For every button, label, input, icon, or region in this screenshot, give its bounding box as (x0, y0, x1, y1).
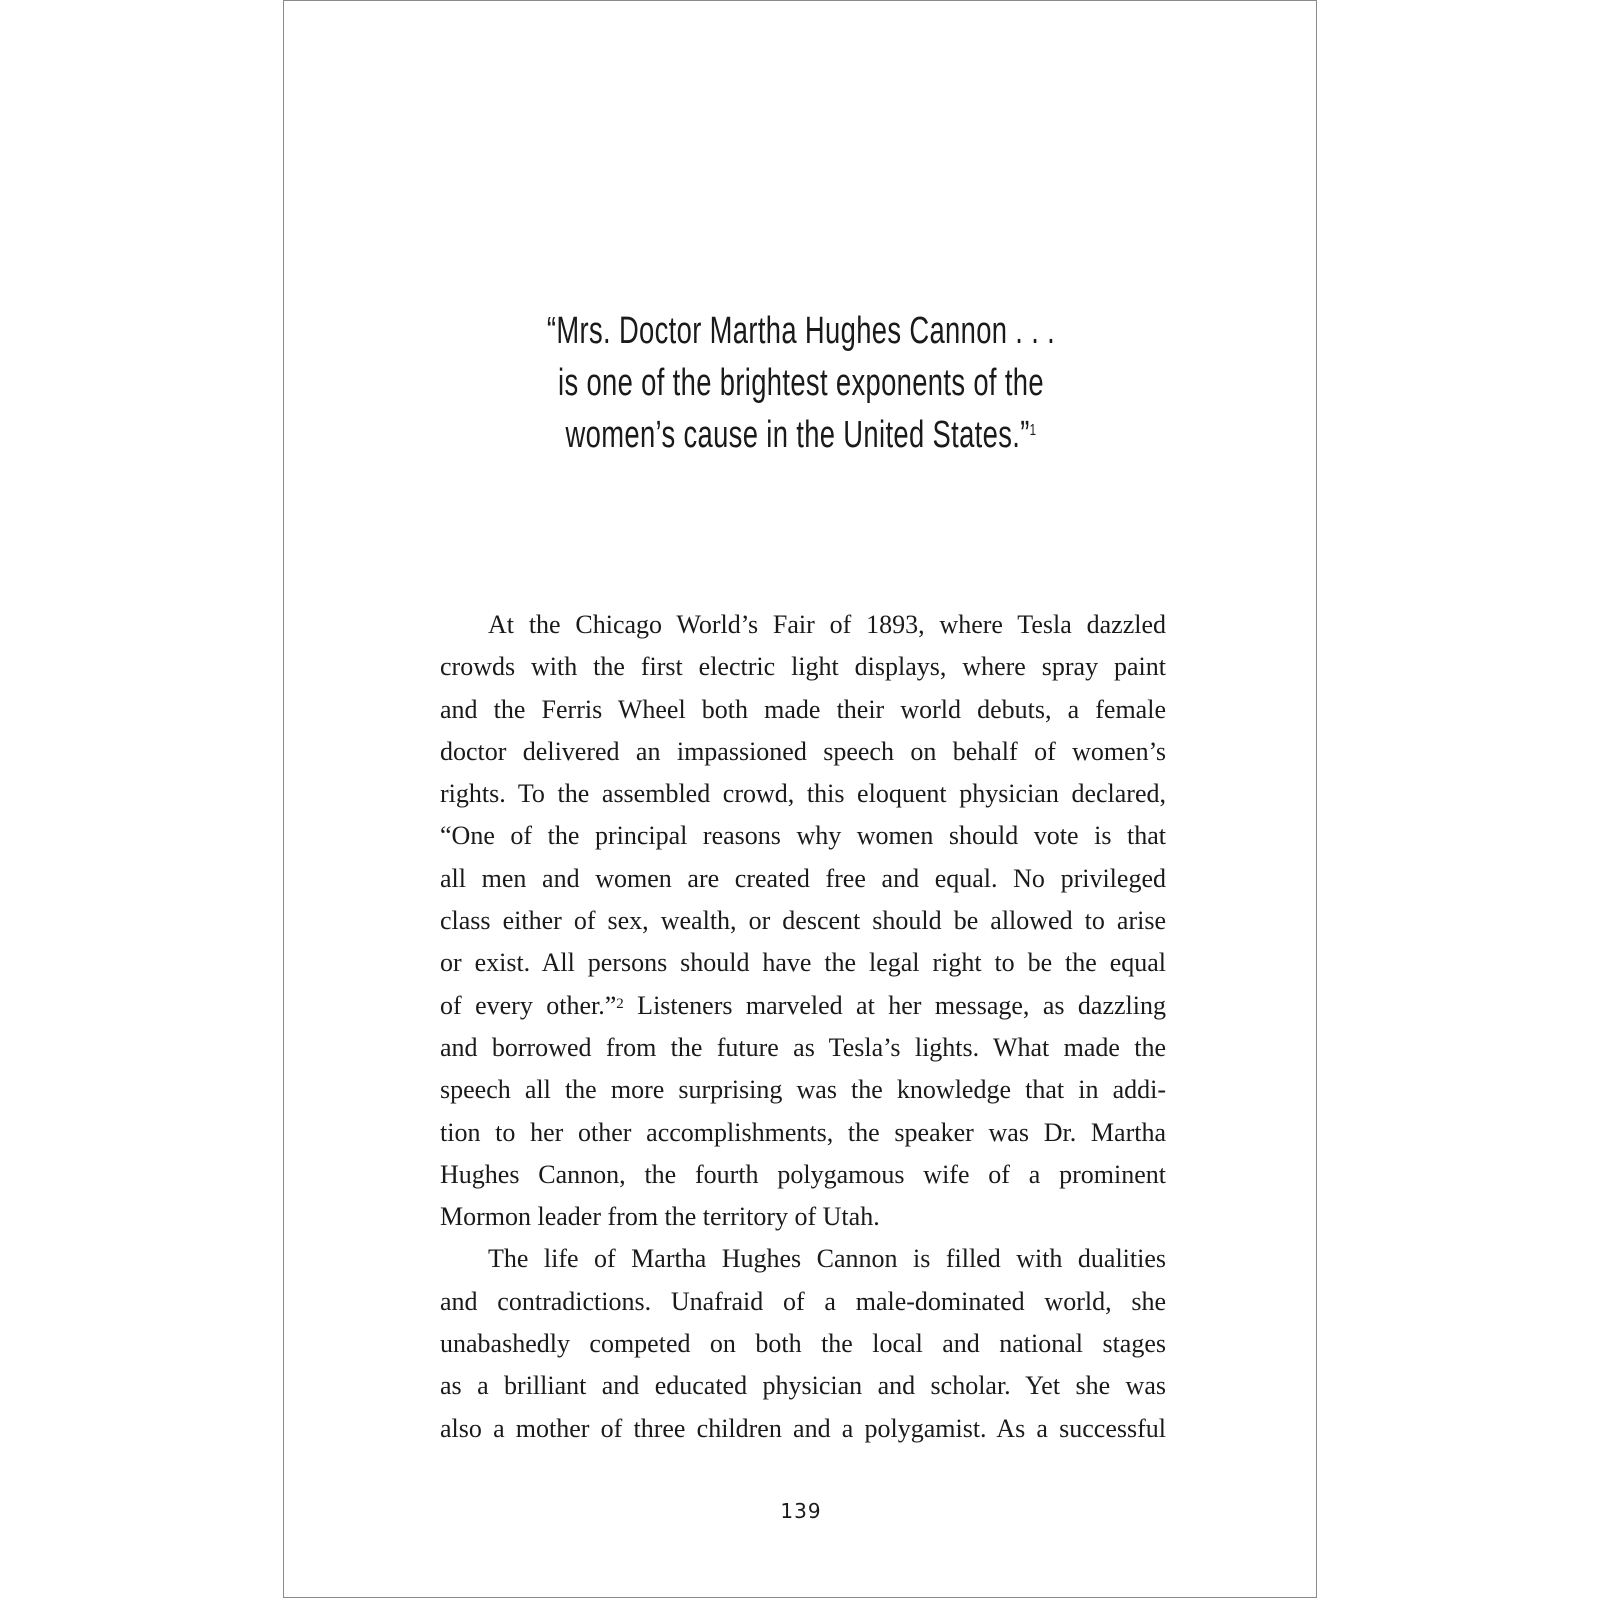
epigraph-line: “Mrs. Doctor Martha Hughes Cannon . . . (546, 310, 1056, 352)
footnote-ref: 1 (1029, 422, 1037, 439)
text-line: rights. To the assembled crowd, this eloquent physician declared, (440, 779, 1166, 809)
paragraph (440, 604, 1166, 1238)
text-line: as a brilliant and educated physician and scholar. Yet she was (440, 1371, 1166, 1401)
text-line (440, 985, 1166, 1027)
epigraph-line-text: women’s cause in the United States.” (565, 414, 1030, 456)
text-line: crowds with the first electric light displays, where spray paint (440, 652, 1166, 682)
epigraph-line: is one of the brightest exponents of the (558, 362, 1044, 404)
paragraph (440, 1238, 1166, 1449)
text-line: At the Chicago World’s Fair of 1893, where Tesla dazzled (488, 610, 1166, 639)
text-line: and borrowed from the future as Tesla’s lights. What made the (440, 1032, 1166, 1062)
text-line: and the Ferris Wheel both made their world debuts, a female (440, 694, 1166, 724)
footnote-ref: 2 (616, 995, 624, 1012)
text-line: Mormon leader from the territory of Utah. (440, 1202, 880, 1232)
text-segment: of every other.” (440, 990, 617, 1020)
text-line: doctor delivered an impassioned speech on behalf of women’s (440, 736, 1166, 766)
text-line: “One of the principal reasons why women should vote is that (440, 821, 1166, 851)
text-line: The life of Martha Hughes Cannon is filled with dualities (488, 1244, 1166, 1274)
page-number: 139 (780, 1499, 822, 1523)
text-line: unabashedly competed on both the local and national stages (440, 1329, 1166, 1359)
text-segment: Listeners marveled at her message, as dazzling (623, 990, 1166, 1020)
text-line: speech all the more surprising was the knowledge that in addi- (440, 1075, 1166, 1105)
text-line: or exist. All persons should have the legal right to be the equal (440, 948, 1166, 978)
text-line: class either of sex, wealth, or descent should be allowed to arise (440, 906, 1166, 936)
text-line: Hughes Cannon, the fourth polygamous wife of a prominent (440, 1159, 1166, 1189)
epigraph-quote (429, 305, 1173, 461)
book-page (283, 0, 1317, 1598)
text-line: also a mother of three children and a polygamist. As a successful (440, 1413, 1166, 1443)
body-text (440, 604, 1166, 1450)
text-line: all men and women are created free and equal. No privileged (440, 863, 1166, 893)
text-line: and contradictions. Unafraid of a male-dominated world, she (440, 1286, 1166, 1316)
text-line: tion to her other accomplishments, the speaker was Dr. Martha (440, 1117, 1166, 1147)
epigraph-line (429, 409, 1173, 461)
